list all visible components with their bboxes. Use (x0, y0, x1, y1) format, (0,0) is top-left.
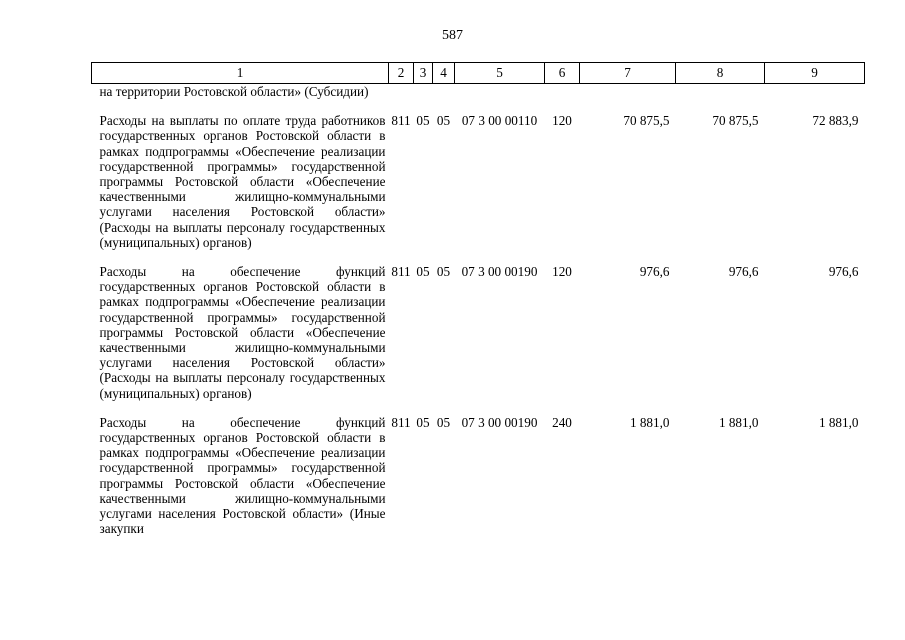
row-description: Расходы на выплаты по оплате труда работников государственных органов Ростовской области в рамках подпрограммы «Обеспечение реализации государственной программы» государственной программы Ростовской области «Обеспечение качественными жилищно-коммунальными услугами населения Ростовской области» (Расходы на выплаты персоналу государственных (муниципальных) органов) (99, 113, 386, 250)
row-expense-type: 120 (552, 113, 572, 129)
table-row (92, 113, 865, 250)
row-spacer (92, 99, 865, 113)
row-ministry: 811 (391, 113, 411, 129)
row-description: Расходы на обеспечение функций государственных органов Ростовской области в рамках подпрограммы «Обеспечение реализации государственной программы» государственной программы Ростовской области «Обеспечение качественными жилищно-коммунальными услугами населения Ростовской области» (Иные закупки (99, 414, 386, 537)
row-amount-1: 1 881,0 (629, 414, 670, 430)
row-amount-3: 72 883,9 (812, 113, 859, 129)
col-header-8: 8 (676, 63, 765, 84)
row-subsection: 05 (436, 113, 451, 129)
row-section (414, 84, 433, 100)
row-amount-3: 976,6 (828, 264, 859, 280)
row-spacer (92, 401, 865, 415)
row-section: 05 (416, 113, 430, 129)
col-header-5: 5 (455, 63, 545, 84)
col-header-7: 7 (580, 63, 676, 84)
row-amount-3 (765, 84, 865, 100)
col-header-9: 9 (765, 63, 865, 84)
row-description: Расходы на обеспечение функций государственных органов Ростовской области в рамках подпрограммы «Обеспечение реализации государственной программы» государственной программы Ростовской области «Обеспечение качественными жилищно-коммунальными услугами населения Ростовской области» (Расходы на выплаты персоналу государственных (муниципальных) органов) (99, 264, 386, 401)
row-target-article (455, 84, 545, 100)
row-amount-2 (676, 84, 765, 100)
table-row (92, 415, 865, 537)
row-section: 05 (416, 414, 430, 430)
page-number: 587 (442, 28, 463, 43)
col-header-6: 6 (545, 63, 580, 84)
row-target-article: 07 3 00 00190 (461, 414, 538, 430)
row-ministry (389, 84, 414, 100)
row-amount-1 (580, 84, 676, 100)
row-ministry: 811 (391, 264, 411, 280)
row-subsection: 05 (436, 414, 451, 430)
col-header-3: 3 (414, 63, 433, 84)
budget-table (91, 62, 865, 536)
row-target-article: 07 3 00 00190 (461, 264, 538, 280)
col-header-2: 2 (389, 63, 414, 84)
row-amount-2: 976,6 (728, 264, 759, 280)
row-ministry: 811 (391, 414, 411, 430)
row-amount-2: 1 881,0 (718, 414, 759, 430)
row-amount-1: 976,6 (639, 264, 670, 280)
row-expense-type: 120 (552, 264, 572, 280)
row-amount-3: 1 881,0 (818, 414, 859, 430)
table-row (92, 84, 865, 100)
row-subsection (433, 84, 455, 100)
row-target-article: 07 3 00 00110 (461, 113, 538, 129)
row-spacer (92, 250, 865, 264)
header-row (92, 63, 865, 84)
row-expense-type: 240 (552, 414, 572, 430)
row-description: на территории Ростовской области» (Субсидии) (99, 84, 369, 99)
row-expense-type (545, 84, 580, 100)
row-section: 05 (416, 264, 430, 280)
row-amount-2: 70 875,5 (712, 113, 759, 129)
col-header-4: 4 (433, 63, 455, 84)
table-row (92, 264, 865, 401)
row-amount-1: 70 875,5 (623, 113, 670, 129)
row-subsection: 05 (436, 264, 451, 280)
col-header-1: 1 (92, 63, 389, 84)
